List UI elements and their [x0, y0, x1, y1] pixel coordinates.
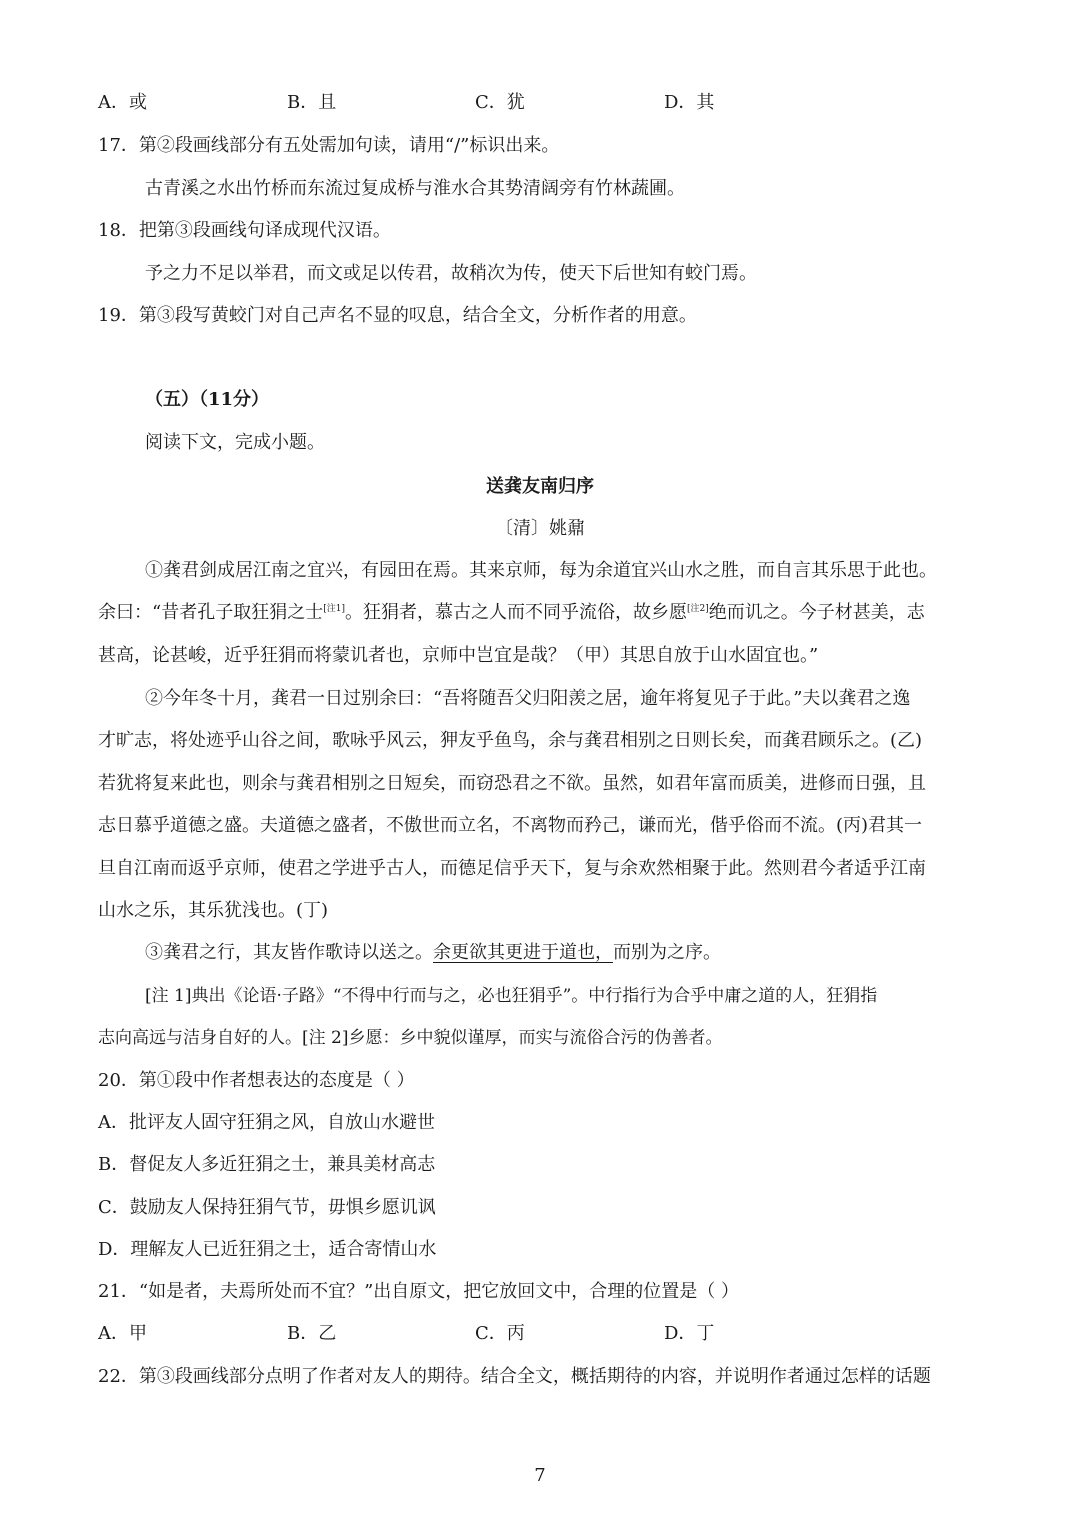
footnote-line1: [注 1]典出《论语·子路》“不得中行而与之，必也狂狷乎”。中行指行为合乎中庸之道的人，狂狷指 [145, 986, 878, 1006]
q21-option-c: C．丙 [475, 1323, 525, 1344]
passage-author: 〔清〕姚鼐 [495, 518, 585, 539]
passage-p2-line1: ②今年冬十月，龚君一日过别余曰：“吾将随吾父归阳羡之居，逾年将复见子于此。”夫以龚君之逸 [145, 688, 911, 709]
q21-option-b: B．乙 [287, 1323, 337, 1344]
passage-p3 [145, 940, 721, 966]
q16-option-b: B．且 [287, 92, 337, 113]
q18-text: 予之力不足以举君，而文或足以传君，故稍次为传，使天下后世知有蛟门焉。 [145, 263, 757, 284]
passage-p1-line2 [98, 600, 925, 626]
passage-p3-b: 而别为之序。 [613, 942, 721, 963]
page-number: 7 [534, 1465, 546, 1486]
q16-option-d: D．其 [664, 92, 715, 113]
q20-option-d: D．理解友人已近狂狷之士，适合寄情山水 [98, 1239, 437, 1260]
q20-option-c: C．鼓励友人保持狂狷气节，毋惧乡愿讥讽 [98, 1197, 436, 1218]
q20-option-a: A．批评友人固守狂狷之风，自放山水避世 [98, 1112, 435, 1133]
passage-p3-a: ③龚君之行，其友皆作歌诗以送之。 [145, 942, 433, 963]
passage-p3-underlined: 余更欲其更进于道也， [433, 942, 613, 963]
passage-p2-line6: 山水之乐，其乐犹浅也。(丁) [98, 900, 329, 921]
passage-p1-line2-c: 绝而讥之。今子材甚美，志 [708, 602, 925, 623]
q20-option-b: B．督促友人多近狂狷之士，兼具美材高志 [98, 1154, 436, 1175]
q17-question: 17．第②段画线部分有五处需加句读，请用“/”标识出来。 [98, 135, 560, 156]
q21-question: 21．“如是者，夫焉所处而不宜？”出自原文，把它放回文中，合理的位置是（ ） [98, 1281, 740, 1302]
passage-p2-line3: 若犹将复来此也，则余与龚君相别之日短矣，而窃恐君之不欲。虽然，如君年富而质美，进修而日强，且 [98, 773, 926, 794]
footnote-line2: 志向高远与洁身自好的人。[注 2]乡愿：乡中貌似谨厚，而实与流俗合污的伪善者。 [98, 1028, 723, 1048]
passage-p2-line2: 才旷志，将处迹乎山谷之间，歌咏乎风云，狎友乎鱼鸟，余与龚君相别之日则长矣，而龚君顾乐之。(乙) [98, 730, 923, 751]
q21-option-d: D．丁 [664, 1323, 715, 1344]
note2-marker: [注2] [686, 604, 709, 614]
passage-p2-line5: 旦自江南而返乎京师，使君之学进乎古人，而德足信乎天下，复与余欢然相聚于此。然则君今者适乎江南 [98, 858, 926, 879]
q22-question: 22．第③段画线部分点明了作者对友人的期待。结合全文，概括期待的内容，并说明作者通过怎样的话题 [98, 1366, 931, 1387]
passage-p1-line1: ①龚君剑成居江南之宜兴，有园田在焉。其来京师，每为余道宜兴山水之胜，而自言其乐思于此也。 [145, 560, 937, 581]
q17-text: 古青溪之水出竹桥而东流过复成桥与淮水合其势清阔旁有竹林蔬圃。 [145, 178, 685, 199]
q16-option-a: A．或 [98, 92, 147, 113]
passage-title: 送龚友南归序 [486, 476, 594, 497]
section-instruction: 阅读下文，完成小题。 [145, 432, 325, 453]
q16-option-c: C．犹 [475, 92, 525, 113]
passage-p1-line2-a: 余曰：“昔者孔子取狂狷之士 [98, 602, 324, 623]
passage-p1-line2-b: 。狂狷者，慕古之人而不同乎流俗，故乡愿 [344, 602, 687, 623]
note1-marker: [注1] [323, 604, 345, 614]
passage-p1-line3: 甚高，论甚峻，近乎狂狷而将蒙讥者也，京师中岂宜是哉？（甲）其思自放于山水固宜也。” [98, 645, 819, 666]
passage-p2-line4: 志日慕乎道德之盛。夫道德之盛者，不傲世而立名，不离物而矜己，谦而光，偕乎俗而不流。(丙)君其一 [98, 815, 923, 836]
q21-option-a: A．甲 [98, 1323, 147, 1344]
q18-question: 18．把第③段画线句译成现代汉语。 [98, 220, 391, 241]
q20-question: 20．第①段中作者想表达的态度是（ ） [98, 1070, 415, 1091]
q19-question: 19．第③段写黄蛟门对自己声名不显的叹息，结合全文，分析作者的用意。 [98, 305, 697, 326]
section-heading: （五）（11分） [145, 389, 270, 410]
